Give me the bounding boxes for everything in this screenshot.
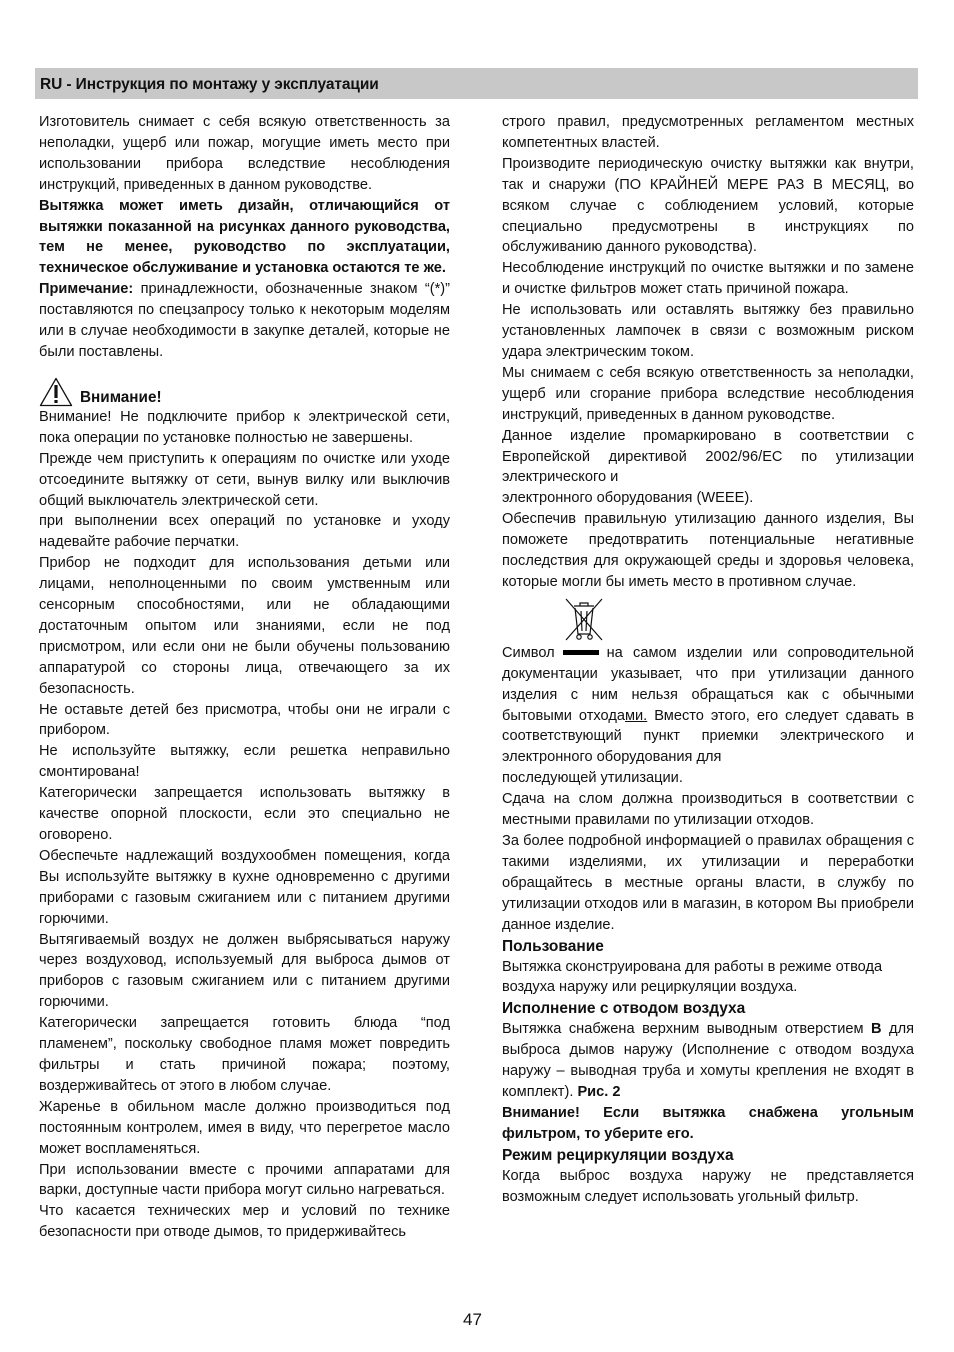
usage-heading: Пользование	[502, 937, 604, 955]
warning-paragraph: при выполнении всех операций по установке и уходу надевайте рабочие перчатки.	[39, 513, 450, 551]
left-column	[39, 112, 450, 1243]
warning-title: Внимание!	[80, 388, 162, 406]
body-paragraph: Не использовать или оставлять вытяжку без правильно установленных лампочек в связи с возможным риском удара электрическим током.	[502, 302, 914, 360]
symbol-text: на самом изделии или сопроводительной документации указывает, что при утилизации данного изделия с ним нельзя обращаться как с обычными бытовыми отхода	[502, 644, 914, 724]
note-label: Примечание:	[39, 281, 134, 298]
body-paragraph: Несоблюдение инструкций по очистке вытяжки и по замене и очистке фильтров может стать причиной пожара.	[502, 260, 914, 298]
warning-paragraph: Категорически запрещается использовать вытяжку в качестве опорной плоскости, если это специально не оговорено.	[39, 785, 450, 843]
exhaust-warning: Внимание! Если вытяжка снабжена угольным фильтром, то уберите его.	[502, 1104, 914, 1142]
design-note-paragraph: Вытяжка может иметь дизайн, отличающийся от вытяжки показанной на рисунках данного руководства, тем не менее, руководство по эксплуатации, техническое обслуживание и установка остаются те же.	[39, 197, 450, 277]
warning-paragraph: Вытягиваемый воздух не должен выбрясываться наружу через воздуховод, используемый для выброса дымов от приборов с газовым сжиганием или с питанием другими горючими.	[39, 931, 450, 1011]
body-paragraph: Данное изделие промаркировано в соответствии с Европейской директивой 2002/96/EC по утилизации электрического и	[502, 427, 914, 486]
weee-symbol	[502, 596, 914, 643]
warning-paragraph: При использовании вместе с прочими аппаратами для варки, доступные части прибора могут сильно нагреваться.	[39, 1161, 450, 1199]
warning-paragraph: Жаренье в обильном масле должно производиться под постоянным контролем, имея в виду, что перегретое масло может воспламеняться.	[39, 1098, 450, 1157]
weee-symbol-paragraph	[502, 643, 914, 768]
page-number: 47	[463, 1310, 482, 1329]
warning-heading	[39, 376, 450, 407]
warning-paragraph: Внимание! Не подключите прибор к электрической сети, пока операции по установке полностью не завершены.	[39, 408, 450, 446]
exhaust-text-continued: для выброса дымов наружу (Исполнение с отводом воздуха наружу – выводная труба и хомуты крепления не входят в комплект).	[502, 1021, 914, 1101]
recirculation-heading: Режим рециркуляции воздуха	[502, 1146, 734, 1164]
warning-paragraph: Что касается технических мер и условий по технике безопасности при отводе дымов, то придерживайтесь	[39, 1203, 450, 1241]
crossed-bin-icon	[562, 596, 606, 642]
right-column	[502, 112, 914, 1208]
symbol-word: Символ	[502, 644, 555, 661]
body-paragraph: Сдача на слом должна производиться в соответствии с местными правилами по утилизации отходов.	[502, 791, 914, 829]
body-paragraph: Обеспечив правильную утилизацию данного изделия, Вы поможете предотвратить потенциальные негативные последствия для окружающей среды и здоровья человека, которые могли бы иметь место в противном случае.	[502, 511, 914, 590]
warning-triangle-icon	[39, 377, 73, 407]
usage-paragraph: Вытяжка сконструирована для работы в режиме отвода воздуха наружу или рециркуляции воздуха.	[502, 958, 883, 996]
body-paragraph: последующей утилизации.	[502, 770, 683, 787]
note-paragraph	[39, 279, 450, 363]
exhaust-paragraph	[502, 1019, 914, 1103]
warning-paragraph: Прежде чем приступить к операциям по очистке или уходе отсоедините вытяжку от сети, вынув вилку или выключив общий выключатель электрической сети.	[39, 450, 450, 509]
body-paragraph: Мы снимаем с себя всякую ответственность за неполадки, ущерб или сгорание прибора вследствие несоблюдения инструкций, приведенных в данном руководстве.	[502, 364, 914, 423]
body-paragraph: электронного оборудования (WEEE).	[502, 490, 754, 507]
warning-paragraph: Прибор не подходит для использования детьми или лицами, неполноценными по своим умственным или сенсорным способностями, или не обладающими достаточным опытом или знаниями, если не под присмотром, или если они не были обучены пользованию аппаратурой со стороны лица, отвечающего за их безопасность.	[39, 555, 450, 697]
disclaimer-paragraph: Изготовитель снимает с себя всякую ответственность за неполадки, ущерб или пожар, могущие иметь место при использовании прибора вследствие несоблюдения инструкций, приведенных в данном руководстве.	[39, 114, 450, 193]
body-paragraph: За более подробной информацией о правилах обращения с такими изделиями, их утилизации и переработки обращайтесь в местные органы власти, в службу по утилизации отходов или в магазин, в котором Вы приобрели данное изделие.	[502, 833, 914, 933]
symbol-text-continued: Вместо этого, его следует сдавать в соответствующий пункт приемки электрического и электронного оборудования для	[502, 707, 914, 766]
note-text: принадлежности, обозначенные знаком “(*)” поставляются по спецзапросу только к некоторым моделям или в случае необходимости в закупке деталей, которые не были поставлены.	[39, 281, 450, 360]
underlined-text: ми.	[624, 707, 648, 724]
warning-paragraph: Не используйте вытяжку, если решетка неправильно смонтирована!	[39, 743, 450, 781]
body-paragraph: Производите периодическую очистку вытяжки как внутри, так и снаружи (ПО КРАЙНЕЙ МЕРЕ РАЗ В МЕСЯЦ, во всяком случае с соблюдением условий, которые специально предусмотрены в инструкциях по обслуживанию данного руководства).	[502, 155, 914, 256]
section-header	[35, 68, 918, 99]
outlet-label: B	[871, 1021, 882, 1038]
body-paragraph: строго правил, предусмотренных регламентом местных компетентных властей.	[502, 114, 914, 151]
black-bar-mark	[563, 650, 599, 655]
warning-paragraph: Не оставьте детей без присмотра, чтобы они не играли с прибором.	[39, 701, 450, 739]
warning-paragraph: Обеспечьте надлежащий воздухообмен помещения, когда Вы используйте вытяжку в кухне одновременно с другими приборами с газовым сжиганием или с питанием другими горючими.	[39, 847, 450, 927]
exhaust-text: Вытяжка снабжена верхним выводным отверстием	[502, 1021, 872, 1038]
exhaust-heading: Исполнение с отводом воздуха	[502, 1000, 746, 1018]
figure-reference: Рис. 2	[577, 1084, 621, 1101]
recirculation-paragraph: Когда выброс воздуха наружу не представляется возможным следует использовать угольный фильтр.	[502, 1167, 914, 1205]
warning-paragraph: Категорически запрещается готовить блюда “под пламенем”, поскольку свободное пламя может повредить фильтры и стать причиной пожара; поэтому, воздерживайтесь от этого в любом случае.	[39, 1015, 450, 1094]
section-title: RU - Инструкция по монтажу у эксплуатации	[40, 76, 379, 93]
